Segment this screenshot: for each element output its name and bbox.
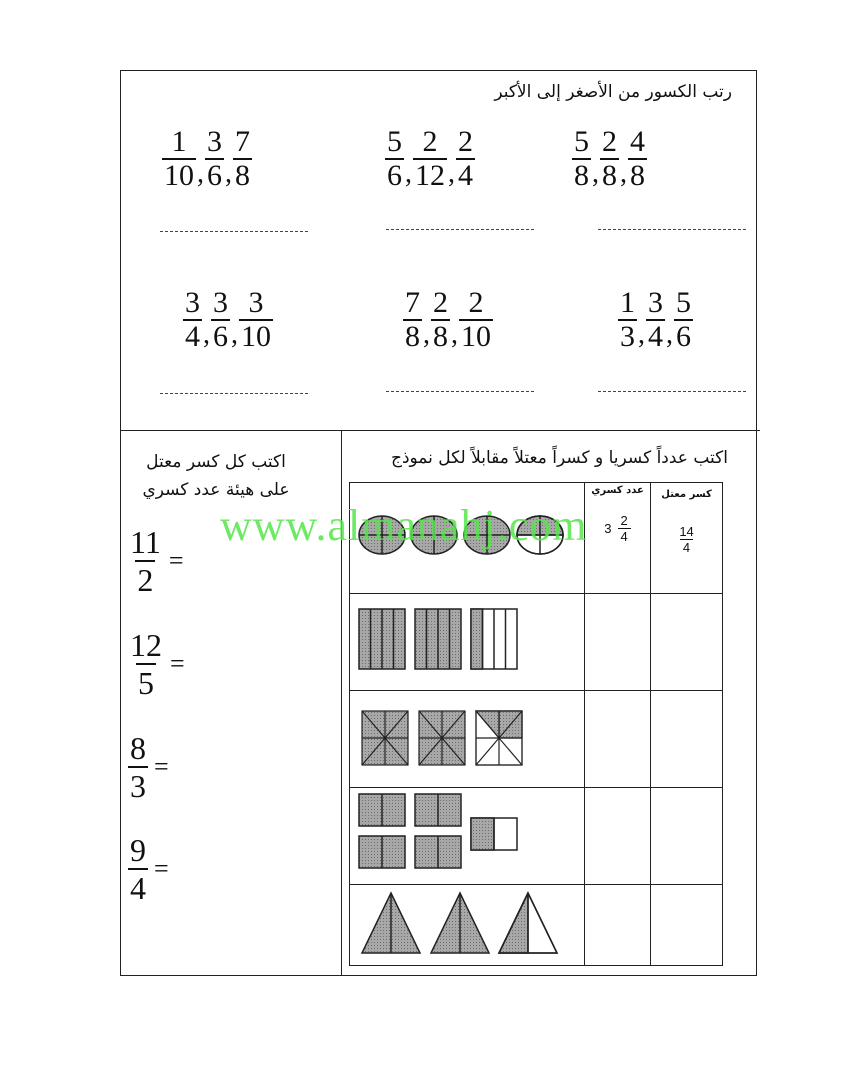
fraction-set-r2-right: $\frac{1}{3}$ , $\frac{3}{4}$ , $\frac{5}{6}$	[620, 286, 691, 353]
improper-fraction-item: $\frac{11}{2}$ =	[130, 524, 184, 598]
example-improper-fraction: 14 4	[679, 524, 694, 555]
convert-instruction-line2: على هيئة عدد كسري	[142, 480, 290, 500]
model-cell	[350, 594, 585, 691]
fraction: $\frac{11}{2}$	[130, 524, 161, 598]
fraction: $\frac{2}{10}$	[461, 286, 491, 353]
improper-fraction-cell[interactable]	[651, 483, 723, 594]
fraction: $\frac{9}{4}$	[130, 832, 146, 906]
fraction: $\frac{7}{8}$	[235, 125, 250, 192]
fraction: $\frac{3}{4}$	[648, 286, 663, 353]
convert-instruction	[130, 448, 302, 504]
model-cell	[350, 788, 585, 885]
triangles-model	[350, 885, 582, 961]
fraction: $\frac{3}{6}$	[213, 286, 228, 353]
table-row	[350, 691, 723, 788]
fraction: $\frac{8}{3}$	[130, 730, 146, 804]
fraction: $\frac{1}{3}$	[620, 286, 635, 353]
improper-fraction-cell[interactable]	[651, 691, 723, 788]
column-header-mixed: عدد كسري	[591, 485, 644, 496]
answer-line[interactable]	[386, 391, 534, 392]
fraction: $\frac{3}{6}$	[207, 125, 222, 192]
fraction: $\frac{5}{6}$	[676, 286, 691, 353]
answer-line[interactable]	[160, 231, 308, 232]
fraction-set-r1-middle: $\frac{5}{6}$ , $\frac{2}{12}$ , $\frac{2}{4}$	[387, 125, 473, 192]
fraction: $\frac{1}{10}$	[164, 125, 194, 192]
model-cell	[350, 691, 585, 788]
improper-fraction-item: $\frac{12}{5}$ =	[130, 627, 185, 701]
fraction: $\frac{2}{8}$	[602, 125, 617, 192]
answer-line[interactable]	[598, 391, 746, 392]
mixed-number-cell[interactable]	[584, 788, 650, 885]
fraction: $\frac{3}{4}$	[185, 286, 200, 353]
improper-fraction-cell[interactable]	[651, 885, 723, 966]
squares-eighths-model	[350, 691, 582, 783]
fraction: $\frac{4}{8}$	[630, 125, 645, 192]
model-cell	[350, 885, 585, 966]
answer-line[interactable]	[598, 229, 746, 230]
table-row	[350, 885, 723, 966]
fraction: $\frac{3}{10}$	[241, 286, 271, 353]
convert-instruction-line1: اكتب كل كسر معتل	[146, 452, 286, 472]
improper-fraction-cell[interactable]	[651, 594, 723, 691]
improper-fraction-item: $\frac{8}{3}$ =	[130, 730, 169, 804]
fraction-set-r2-left: $\frac{3}{4}$ , $\frac{3}{6}$ , $\frac{3}{10}$	[185, 286, 271, 353]
section-divider-horizontal	[120, 430, 760, 431]
ordering-instruction: رتب الكسور من الأصغر إلى الأكبر	[494, 82, 732, 102]
fraction-set-r1-right: $\frac{5}{8}$ , $\frac{2}{8}$ , $\frac{4}{8}$	[574, 125, 645, 192]
fraction: $\frac{7}{8}$	[405, 286, 420, 353]
table-row	[350, 788, 723, 885]
answer-line[interactable]	[160, 393, 308, 394]
fraction: $\frac{5}{8}$	[574, 125, 589, 192]
models-table	[349, 482, 723, 966]
mixed-number-cell[interactable]	[584, 691, 650, 788]
mixed-number-cell[interactable]	[584, 483, 650, 594]
table-row	[350, 594, 723, 691]
improper-fraction-cell[interactable]	[651, 788, 723, 885]
models-instruction: اكتب عدداً كسريا و كسراً معتلاً مقابلاً لكل نموذج	[390, 448, 728, 468]
fraction: $\frac{5}{6}$	[387, 125, 402, 192]
improper-fraction-item: $\frac{9}{4}$ =	[130, 832, 169, 906]
fraction-set-r1-left: $\frac{1}{10}$ , $\frac{3}{6}$ , $\frac{7}{8}$	[164, 125, 250, 192]
fraction: $\frac{2}{4}$	[458, 125, 473, 192]
column-header-improper: كسر معتل	[661, 489, 712, 500]
answer-line[interactable]	[386, 229, 534, 230]
fraction-set-r2-middle: $\frac{7}{8}$ , $\frac{2}{8}$ , $\frac{2}{10}$	[405, 286, 491, 353]
fraction: $\frac{2}{12}$	[415, 125, 445, 192]
bars-model	[350, 594, 582, 686]
example-mixed-number: 3 2 4	[585, 513, 650, 544]
mixed-number-cell[interactable]	[584, 594, 650, 691]
squares-quarters-model	[350, 788, 582, 880]
mixed-number-cell[interactable]	[584, 885, 650, 966]
watermark: www.almanahj.com	[220, 501, 588, 550]
fraction: $\frac{2}{8}$	[433, 286, 448, 353]
fraction: $\frac{12}{5}$	[130, 627, 162, 701]
